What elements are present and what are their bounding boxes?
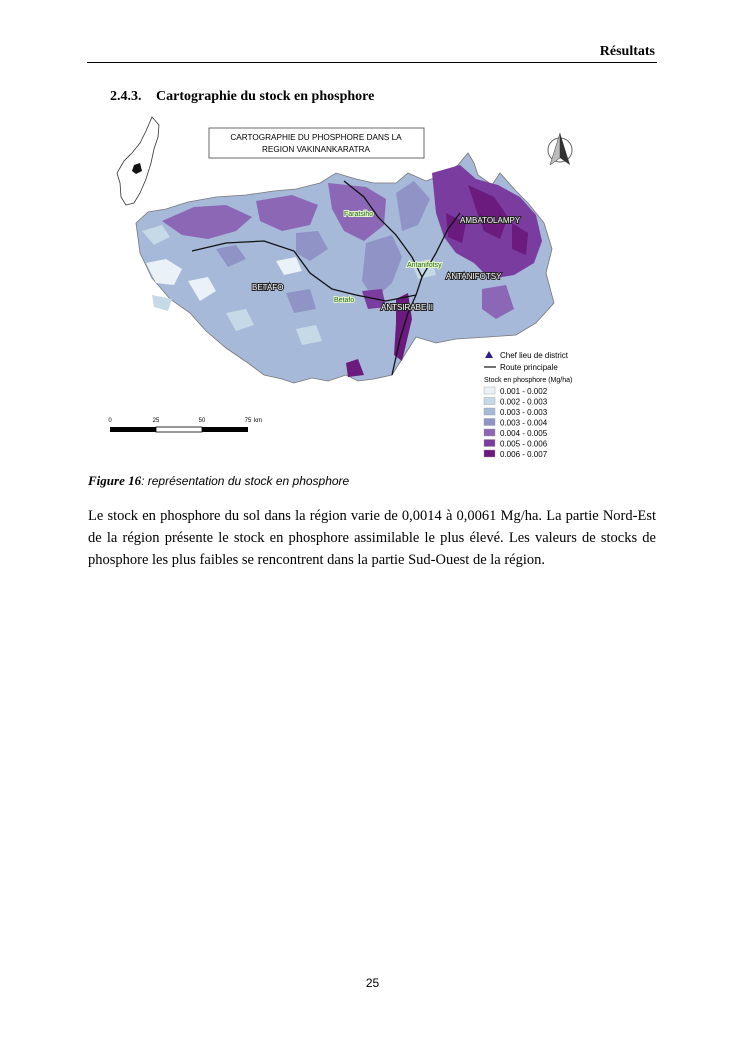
scale-tick-75: 75 <box>244 418 252 424</box>
label-antanifotsy-district: ANTANIFOTSY <box>446 272 502 281</box>
scale-tick-0: 0 <box>108 418 112 424</box>
region-map <box>136 153 554 383</box>
map-legend <box>484 351 572 459</box>
section-heading <box>110 89 374 105</box>
scale-tick-25: 25 <box>152 418 160 424</box>
legend-swatch <box>484 429 495 436</box>
legend-swatch <box>484 387 495 394</box>
section-title: Cartographie du stock en phosphore <box>156 89 375 104</box>
madagascar-inset-map <box>117 117 159 205</box>
legend-swatch <box>484 450 495 457</box>
header-rule <box>87 62 657 63</box>
legend-swatch <box>484 398 495 405</box>
label-betafo-town: Betafo <box>334 297 355 304</box>
legend-classes <box>484 387 548 459</box>
running-header-title: Résultats <box>599 44 655 59</box>
north-arrow-icon <box>548 133 572 165</box>
legend-class-label: 0.002 - 0.003 <box>500 397 548 407</box>
label-faratsiho: Faratsiho <box>344 211 374 218</box>
label-antanifotsy-town: Antanifotsy <box>407 262 442 269</box>
map-title-line2: REGION VAKINANKARATRA <box>262 145 370 154</box>
map-title-line1: CARTOGRAPHIE DU PHOSPHORE DANS LA <box>230 133 402 142</box>
legend-class-label: 0.005 - 0.006 <box>500 439 548 449</box>
legend-route: Route principale <box>500 363 558 372</box>
legend-class-label: 0.001 - 0.002 <box>500 387 548 396</box>
legend-class-label: 0.004 - 0.005 <box>500 429 548 438</box>
legend-class-label: 0.006 - 0.007 <box>500 450 548 459</box>
legend-class-label: 0.003 - 0.004 <box>500 418 548 428</box>
body-paragraph: Le stock en phosphore du sol dans la région varie de 0,0014 à 0,0061 Mg/ha. La partie Nord-Est de la région présente le stock en phosphore assimilable le plus élevé. Les valeurs de stocks de phosphore les plus faibles se rencontrent dans la partie Sud-Ouest de la région. <box>88 508 656 568</box>
map-title-box <box>209 128 424 158</box>
figure-caption <box>88 473 349 489</box>
triangle-icon <box>485 351 493 358</box>
legend-chef-lieu: Chef lieu de district <box>500 351 569 360</box>
caption-text: : représentation du stock en phosphore <box>141 474 350 488</box>
page-number: 25 <box>365 976 380 990</box>
phosphorus-map-figure <box>96 113 592 463</box>
label-antsirabe: ANTSIRABE II <box>381 303 434 312</box>
section-number: 2.4.3. <box>110 89 142 104</box>
caption-label: Figure 16 <box>88 473 142 488</box>
legend-swatch <box>484 419 495 426</box>
legend-stock-title: Stock en phosphore (Mg/ha) <box>484 377 573 384</box>
scale-tick-50: 50 <box>198 418 206 424</box>
label-betafo-district: BETAFO <box>252 283 284 292</box>
legend-swatch <box>484 440 495 447</box>
legend-swatch <box>484 408 495 415</box>
scale-unit: km <box>254 418 262 424</box>
scale-bar <box>108 418 262 432</box>
legend-class-label: 0.003 - 0.003 <box>500 408 548 417</box>
label-ambatolampy: AMBATOLAMPY <box>460 216 521 225</box>
